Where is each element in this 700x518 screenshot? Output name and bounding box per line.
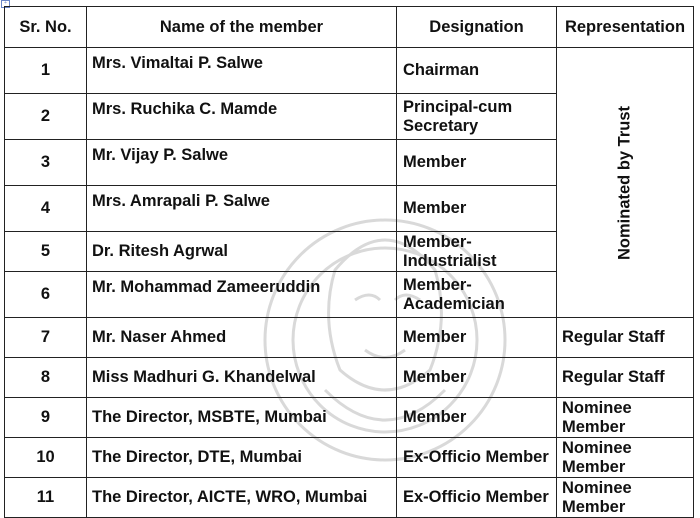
table-row: [5, 438, 694, 478]
sr-no-cell: 4: [5, 186, 87, 232]
designation-cell: Chairman: [397, 48, 557, 94]
sr-no-cell: 8: [5, 358, 87, 398]
member-name-cell: The Director, MSBTE, Mumbai: [87, 398, 397, 438]
member-name-cell: Mr. Naser Ahmed: [87, 318, 397, 358]
sr-no-cell: 9: [5, 398, 87, 438]
sr-no-cell: 2: [5, 94, 87, 140]
representation-cell: Nominee Member: [557, 398, 694, 438]
member-name-cell: The Director, AICTE, WRO, Mumbai: [87, 478, 397, 518]
representation-cell: Nominee Member: [557, 438, 694, 478]
member-name-cell: Mrs. Amrapali P. Salwe: [87, 186, 397, 232]
member-name-cell: Mrs. Ruchika C. Mamde: [87, 94, 397, 140]
table-row: [5, 48, 694, 94]
header-member-name: Name of the member: [87, 7, 397, 48]
designation-cell: Member-Academician: [397, 272, 557, 318]
member-name-cell: Miss Madhuri G. Khandelwal: [87, 358, 397, 398]
table-row: [5, 398, 694, 438]
sr-no-cell: 1: [5, 48, 87, 94]
sr-no-cell: 5: [5, 232, 87, 272]
header-designation: Designation: [397, 7, 557, 48]
designation-cell: Member-Industrialist: [397, 232, 557, 272]
sr-no-cell: 11: [5, 478, 87, 518]
designation-cell: Member: [397, 318, 557, 358]
header-sr-no: Sr. No.: [5, 7, 87, 48]
table-row: [5, 358, 694, 398]
members-table: [4, 6, 694, 518]
designation-cell: Member: [397, 398, 557, 438]
member-name-cell: The Director, DTE, Mumbai: [87, 438, 397, 478]
designation-cell: Ex-Officio Member: [397, 478, 557, 518]
designation-cell: Member: [397, 358, 557, 398]
representation-cell: Regular Staff: [557, 358, 694, 398]
member-name-cell: Mrs. Vimaltai P. Salwe: [87, 48, 397, 94]
header-row: [5, 7, 694, 48]
representation-cell: Regular Staff: [557, 318, 694, 358]
designation-cell: Ex-Officio Member: [397, 438, 557, 478]
sr-no-cell: 7: [5, 318, 87, 358]
header-representation: Representation: [557, 7, 694, 48]
designation-cell: Principal-cum Secretary: [397, 94, 557, 140]
member-name-cell: Mr. Vijay P. Salwe: [87, 140, 397, 186]
representation-cell: Nominee Member: [557, 478, 694, 518]
table-row: [5, 318, 694, 358]
member-name-cell: Mr. Mohammad Zameeruddin: [87, 272, 397, 318]
trust-group-label: Nominated by Trust: [615, 105, 634, 260]
trust-group-cell: [557, 48, 694, 318]
table-anchor-icon: +: [1, 0, 10, 8]
sr-no-cell: 3: [5, 140, 87, 186]
table-row: [5, 478, 694, 518]
member-name-cell: Dr. Ritesh Agrwal: [87, 232, 397, 272]
designation-cell: Member: [397, 140, 557, 186]
designation-cell: Member: [397, 186, 557, 232]
sr-no-cell: 10: [5, 438, 87, 478]
sr-no-cell: 6: [5, 272, 87, 318]
